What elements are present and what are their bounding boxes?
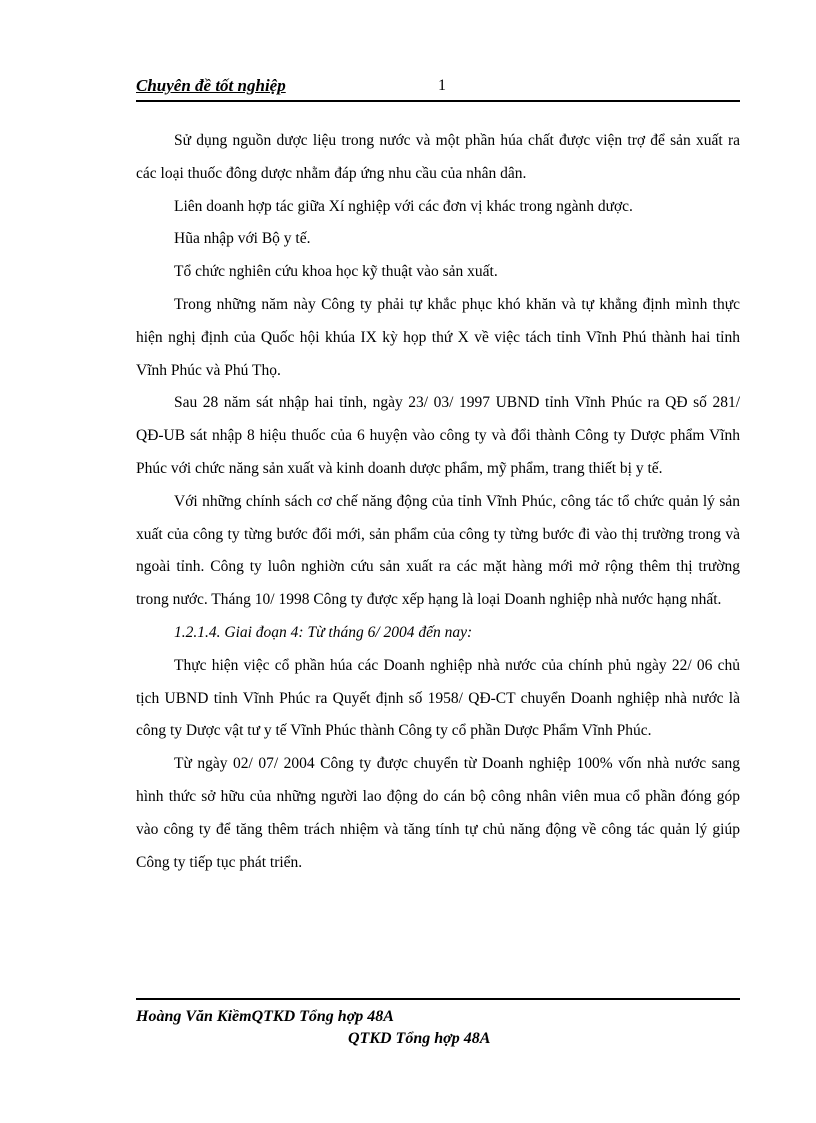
paragraph: Tổ chức nghiên cứu khoa học kỹ thuật vào sản xuất. bbox=[174, 263, 498, 281]
section-heading: 1.2.1.4. Giai đoạn 4: Từ tháng 6/ 2004 đến nay: bbox=[174, 623, 473, 641]
paragraph: Từ ngày 02/ 07/ 2004 Công ty được chuyển từ Doanh nghiệp 100% vốn nhà nước sang hình thức sở hữu của những người lao động do cán bộ công nhân viên mua cổ phần đóng góp vào công ty để tăng thêm trách nhiệm và tăng tính tự chủ năng động về công tác quản lý giúp Công ty tiếp tục phát triển. bbox=[136, 755, 740, 871]
paragraph: Trong những năm này Công ty phải tự khắc phục khó khăn và tự khẳng định mình thực hiện nghị định của Quốc hội khúa IX kỳ họp thứ X về việc tách tỉnh Vĩnh Phú thành hai tỉnh Vĩnh Phúc và Phú Thọ. bbox=[136, 295, 740, 379]
document-title: Chuyên đề tốt nghiệp bbox=[136, 76, 286, 95]
paragraph: Thực hiện việc cổ phần húa các Doanh nghiệp nhà nước của chính phủ ngày 22/ 06 chủ tịch UBND tỉnh Vĩnh Phúc ra Quyết định số 1958/ QĐ-CT chuyển Doanh nghiệp nhà nước là công ty Dược vật tư y tế Vĩnh Phúc thành Công ty cổ phần Dược Phẩm Vĩnh Phúc. bbox=[136, 656, 740, 740]
paragraph: Liên doanh hợp tác giữa Xí nghiệp với các đơn vị khác trong ngành dược. bbox=[174, 197, 633, 215]
paragraph: Hũa nhập với Bộ y tế. bbox=[174, 230, 311, 248]
paragraph: Sau 28 năm sát nhập hai tỉnh, ngày 23/ 03/ 1997 UBND tỉnh Vĩnh Phúc ra QĐ số 281/ QĐ-UB sát nhập 8 hiệu thuốc của 6 huyện vào công ty và đổi thành Công ty Dược phẩm Vĩnh Phúc với chức năng sản xuất và kinh doanh dược phẩm, mỹ phẩm, trang thiết bị y tế. bbox=[136, 394, 740, 477]
page-header bbox=[136, 74, 740, 102]
page-number: 1 bbox=[438, 77, 446, 94]
page-footer bbox=[136, 998, 740, 1047]
paragraph: Sử dụng nguồn dược liệu trong nước và một phần húa chất được viện trợ để sản xuất ra các loại thuốc đông dược nhằm đáp ứng nhu cầu của nhân dân. bbox=[136, 132, 740, 182]
paragraph: Với những chính sách cơ chế năng động của tỉnh Vĩnh Phúc, công tác tổ chức quản lý sản xuất của công ty từng bước đổi mới, sản phẩm của công ty từng bước đi vào thị trường trong và ngoài tỉnh. Công ty luôn nghiờn cứu sản xuất ra các mặt hàng mới mở rộng thêm thị trường trong nước. Tháng 10/ 1998 Công ty được xếp hạng là loại Doanh nghiệp nhà nước hạng nhất. bbox=[136, 492, 740, 609]
document-body bbox=[136, 125, 740, 879]
footer-class: QTKD Tổng hợp 48A bbox=[348, 1030, 491, 1047]
footer-author: Hoàng Văn KiềmQTKD Tổng hợp 48A bbox=[136, 1008, 394, 1025]
